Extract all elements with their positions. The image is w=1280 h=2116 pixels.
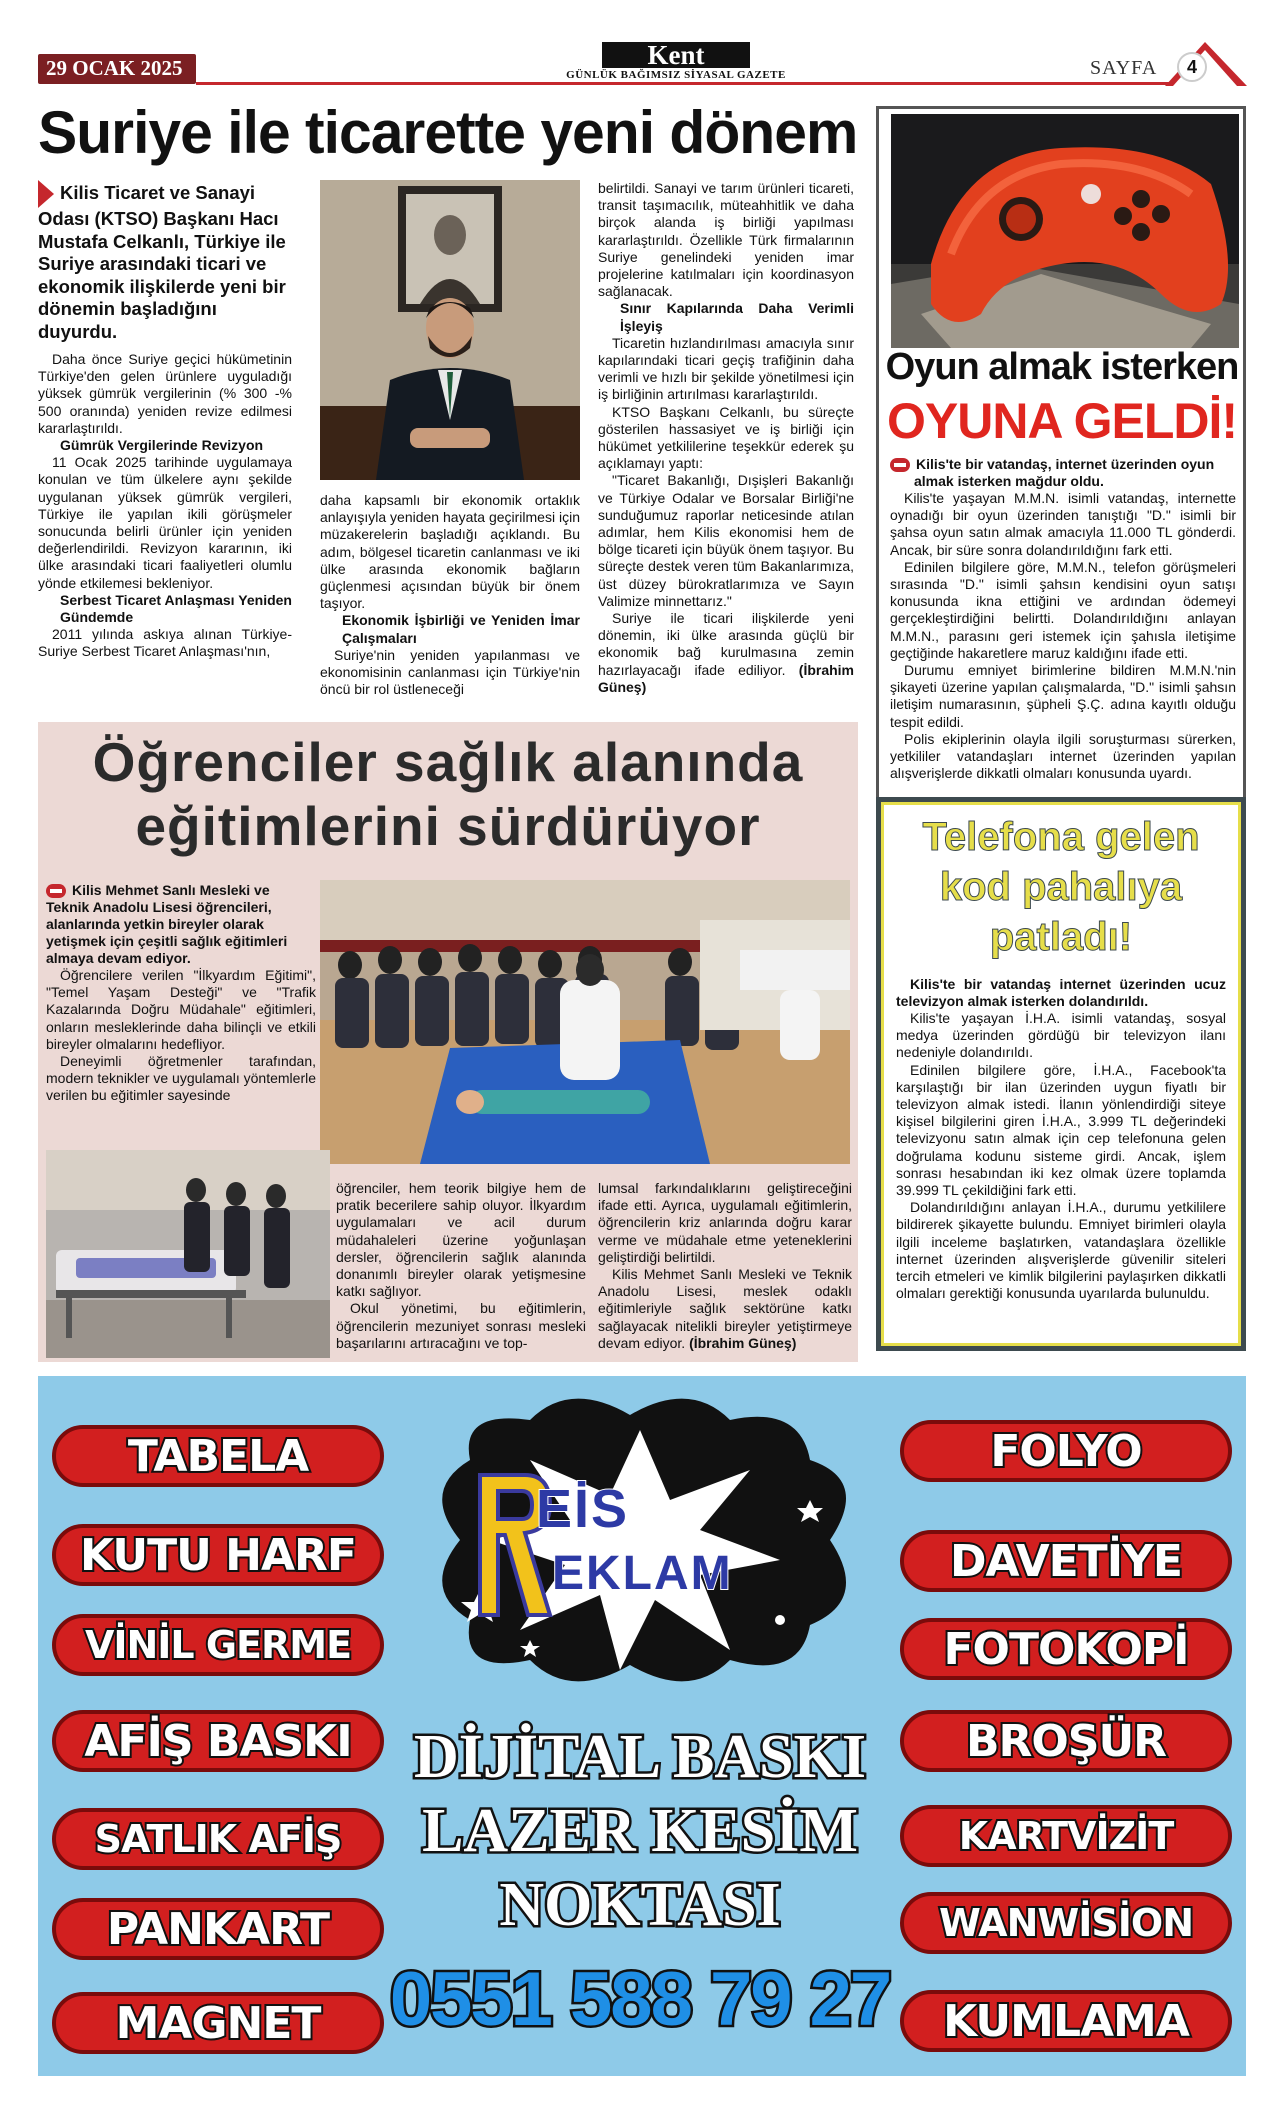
ad-service-label: PANKART bbox=[106, 1903, 330, 1955]
ad-service-label: KARTVİZİT bbox=[958, 1814, 1174, 1858]
game-controller-photo bbox=[891, 114, 1239, 348]
article1-paragraph: belirtildi. Sanayi ve tarım ürünleri ticareti, transit taşımacılık, müteahhitlik ve daha birçok alanda iş birliği yapılması kararlaştırıldı. Özellikle Türk firmalarının Suriye genelindeki yeniden imar projelerine katılmaları için koordinasyon sağlanacak. bbox=[598, 180, 854, 300]
article1-lead: Kilis Ticaret ve Sanayi Odası (KTSO) Başkanı Hacı Mustafa Celkanlı, Türkiye ile Suriye arasındaki ticari ve ekonomik ilişkilerde yeni bir dönemin başladığını duyurdu. bbox=[38, 181, 286, 342]
ad-service-label: WANWİSİON bbox=[938, 1901, 1194, 1945]
article1-paragraph: 2011 yılında askıya alınan Türkiye-Suriye Serbest Ticaret Anlaşması'nın, bbox=[38, 626, 292, 660]
ad-service-pill bbox=[52, 1992, 384, 2054]
article4-paragraph: Dolandırıldığını anlayan İ.H.A., durumu yetkililere bildirerek şikayette bulundu. Emniyet birimleri olayla ilgili inceleme başlatırken, vatandaşlara özellikle internet üzerinden alışverişlerde güvenilir siteleri tercih etmeleri ve kimlik bilgilerini paylaşırken dikkatli olmaları gerektiği konusunda uyarılarda bulunuldu. bbox=[896, 1199, 1226, 1302]
ad-service-pill bbox=[52, 1710, 384, 1772]
ad-service-label: VİNİL GERME bbox=[84, 1623, 352, 1667]
article1-paragraph: Suriye ile ticari ilişkilerde yeni dönemin, iki ülke arasında güçlü bir ekonomik bağ kurulmasına zemin hazırlayacağı ifade ediliyor. bbox=[598, 610, 854, 678]
article1-paragraph: daha kapsamlı bir ekonomik ortaklık anlayışıyla yeniden hayata geçirilmesi için müzakerelerin başladığı açıklandı. Bu adım, bölgesel ticaretin canlanması ve iki ülke arasında ekonomik bağların güçlenmesi açısından büyük bir önem taşıyor. bbox=[320, 492, 580, 612]
article2-paragraph: Deneyimli öğretmenler tarafından, modern teknikler ve uygulamalı yöntemlerle verilen bu eğitimler sayesinde bbox=[46, 1053, 317, 1104]
ad-service-pill bbox=[900, 1420, 1232, 1482]
ad-service-label: MAGNET bbox=[115, 1997, 321, 2049]
ad-service-label: KUMLAMA bbox=[943, 1995, 1189, 2047]
ad-service-label: KUTU HARF bbox=[80, 1529, 356, 1581]
article3-text bbox=[890, 456, 1236, 782]
ad-center-line1: DİJİTAL BASKI bbox=[414, 1723, 866, 1791]
article4-headline-line2: kod pahalıya bbox=[939, 865, 1183, 909]
article1-headline: Suriye ile ticarette yeni dönem bbox=[38, 99, 858, 166]
article1-subhead: Ekonomik İşbirliği ve Yeniden İmar Çalışmaları bbox=[342, 612, 580, 646]
article3-headline-line1: Oyun almak isterken bbox=[885, 346, 1239, 388]
ad-service-pill bbox=[900, 1530, 1232, 1592]
hospital-bed-training-photo bbox=[46, 1150, 330, 1358]
ad-service-pill bbox=[900, 1805, 1232, 1867]
article1-paragraph: 11 Ocak 2025 tarihinde uygulamaya konulan ve tüm ülkelere aynı şekilde uygulanan yüksek gümrük vergileri, Türkiye ile yapılan ikili görüşmeler sonucunda belirli ürünler için yeniden değerlendirildi. Revizyon kararının, iki ülke arasındaki ticari faaliyetleri olumlu yönde etkilemesi bekleniyor. bbox=[38, 454, 292, 591]
article4-headline-line1: Telefona gelen bbox=[922, 815, 1200, 859]
ad-service-pill bbox=[900, 1710, 1232, 1772]
newspaper-logo: Kent bbox=[602, 42, 750, 68]
article2-headline-line2: eğitimlerini sürdürüyor bbox=[135, 795, 761, 857]
lead-arrow-icon bbox=[890, 458, 910, 472]
article2-paragraph: Kilis Mehmet Sanlı Mesleki ve Teknik Anadolu Lisesi, meslek odaklı eğitimleriyle sağlık sektörüne katkı sağlayacak nitelikli bireyler yetiştirmeye devam ediyor. bbox=[598, 1266, 852, 1351]
article1-col3 bbox=[598, 180, 854, 696]
article1-col2 bbox=[320, 492, 580, 698]
ad-service-label: DAVETİYE bbox=[949, 1535, 1182, 1587]
ad-service-label: BROŞÜR bbox=[965, 1715, 1167, 1767]
article2-headline-line1: Öğrenciler sağlık alanında bbox=[92, 731, 804, 793]
article1-paragraph: "Ticaret Bakanlığı, Dışişleri Bakanlığı ve Türkiye Odalar ve Borsalar Birliği'ne sunduğumuz raporlar neticesinde atılan adımlar, hem Kilis ekonomisi hem de bölge ticareti için büyük önem taşıyor. Bu süreçte destek veren tüm Bakanlarımıza, üst düzey bürokratlarımıza ve Sayın Valimize minnettarız." bbox=[598, 472, 854, 609]
logo-text-line2: EKLAM bbox=[552, 1547, 733, 1600]
article1-paragraph: Suriye'nin yeniden yapılanması ve ekonomisinin canlanması için Türkiye'nin öncü bir rol üstleneceği bbox=[320, 646, 580, 698]
ad-service-label: SATLIK AFİŞ bbox=[94, 1817, 342, 1861]
article2-paragraph: Okul yönetimi, bu eğitimlerin, öğrencilerin mezuniyet sonrası mesleki başarılarını artıracağını ve top- bbox=[336, 1300, 586, 1351]
ad-service-label: TABELA bbox=[127, 1430, 309, 1482]
ad-service-pill bbox=[900, 1892, 1232, 1954]
ad-service-pill bbox=[52, 1808, 384, 1870]
article3-paragraph: Edinilen bilgilere göre, M.M.N., telefon görüşmeleri sırasında "D." isimli şahsın kendisini oyun satışı konusunda ikna ettiğini ve ardından ödemeyi gerçekleştirdiğini belirtti. Dolandırıldığını anlayan M.M.N., parasını geri istemek için şahısla iletişime geçtiğinde hakaretlere maruz kaldığını ifade etti. bbox=[890, 558, 1236, 661]
page-label: SAYFA bbox=[1090, 57, 1158, 79]
logo-text-line1: EİS bbox=[536, 1479, 630, 1539]
ad-center-line2: LAZER KESİM bbox=[422, 1797, 858, 1865]
ad-service-pill bbox=[900, 1618, 1232, 1680]
article1-col1 bbox=[38, 180, 292, 661]
ad-service-pill bbox=[52, 1614, 384, 1676]
ad-service-pill bbox=[52, 1425, 384, 1487]
article1-paragraph: Daha önce Suriye geçici hükümetinin Türkiye'den gelen ürünlere uyguladığı yüksek gümrük vergilerinin (% 300 -% 500 oranında) yeniden revize edilmesi kararlaştırıldı. bbox=[38, 351, 292, 436]
article3-paragraph: Kilis'te yaşayan M.M.N. isimli vatandaş, internette oynadığı bir oyun üzerinden tanıştığı "D." isimli bir şahsa oyun satın almak amacıyla 11.000 TL gönderdi. Ancak, bir süre sonra dolandırıldığını fark etti. bbox=[890, 490, 1236, 558]
ad-service-pill bbox=[52, 1898, 384, 1960]
article2-paragraph: Öğrencilere verilen "İlkyardım Eğitimi", "Temel Yaşam Desteği" ve "Trafik Kazalarında Doğru Müdahale" eğitimleri, onların mesleklerinde daha bilinçli ve etkili bireyler olmalarını hedefliyor. bbox=[46, 967, 316, 1052]
ad-service-pill bbox=[52, 1524, 384, 1586]
article1-subhead: Sınır Kapılarında Daha Verimli İşleyiş bbox=[620, 300, 854, 334]
article2-col2 bbox=[336, 1180, 586, 1352]
article2-col1 bbox=[46, 882, 316, 1105]
article4-paragraph: Kilis'te yaşayan İ.H.A. isimli vatandaş, sosyal medya üzerinden gördüğü bir televizyon ilanı nedeniyle dolandırıldı. bbox=[896, 1010, 1226, 1061]
article1-subhead: Serbest Ticaret Anlaşması Yeniden Gündemde bbox=[60, 591, 292, 626]
ad-service-label: FOLYO bbox=[990, 1425, 1142, 1477]
article3-paragraph: Durumu emniyet birimlerine bildiren M.M.N.'nin şikayeti üzerine yapılan çalışmalarda, "D." isimli şahsın iletişim numarasının, şüpheli Ş.Ç. adına kayıtlı olduğu tespit edildi. bbox=[890, 662, 1236, 730]
newspaper-subtitle: GÜNLÜK BAĞIMSIZ SİYASAL GAZETE bbox=[566, 69, 786, 81]
article3-headline-line2: OYUNA GELDİ! bbox=[886, 393, 1238, 449]
cpr-training-photo bbox=[320, 880, 850, 1164]
ad-phone-number: 0551 588 79 27 bbox=[389, 1957, 891, 2042]
article1-paragraph: Ticaretin hızlandırılması amacıyla sınır kapılarındaki ticari geçiş trafiğinin daha verimli ve hızlı bir şekilde yönetilmesi için iş birliğinin artırılması kararlaştırıldı. bbox=[598, 334, 854, 403]
article1-subhead: Gümrük Vergilerinde Revizyon bbox=[60, 437, 264, 454]
article4-text bbox=[896, 976, 1226, 1302]
article3-paragraph: Polis ekiplerinin olayla ilgili soruşturması sürerken, yetkililer vatandaşları internet üzerinden yapılan alışverişlerde dikkatli olmaları konusunda uyardı. bbox=[890, 730, 1236, 782]
article3-lead: Kilis'te bir vatandaş, internet üzerinden oyun almak isterken mağdur oldu. bbox=[914, 456, 1215, 489]
article2-paragraph: öğrenciler, hem teorik bilgiye hem de pratik becerilere sahip oluyor. İlkyardım uygulamaları ve acil durum müdahaleleri üzerine yoğunlaşan dersler, öğrencilerin sağlık alanında donanımlı bireyler olarak yetişmesine katkı sağlıyor. bbox=[336, 1180, 586, 1300]
article4-headline-line3: patladı! bbox=[989, 915, 1133, 959]
ad-center-line3: NOKTASI bbox=[499, 1871, 781, 1939]
ktso-president-photo bbox=[320, 180, 580, 480]
article4-lead: Kilis'te bir vatandaş internet üzerinden ucuz televizyon almak isterken dolandırıldı. bbox=[896, 976, 1226, 1009]
ad-service-label: AFİŞ BASKI bbox=[84, 1715, 352, 1767]
lead-triangle-icon bbox=[38, 180, 54, 208]
article2-paragraph: lumsal farkındalıklarını geliştireceğini ifade etti. Ayrıca, uygulamalı eğitimlerin, öğrencilerin kriz anlarında doğru karar verme ve müdahale etme yeteneklerini geliştirdiği belirtildi. bbox=[598, 1180, 852, 1265]
article2-lead: Kilis Mehmet Sanlı Mesleki ve Teknik Anadolu Lisesi öğrencileri, alanlarında yetkin bireyler olarak yetişmek için çeşitli sağlık eğitimleri almaya devam ediyor. bbox=[46, 882, 288, 966]
issue-date: 29 OCAK 2025 bbox=[38, 54, 196, 84]
article2-col3 bbox=[598, 1180, 852, 1352]
ad-service-pill bbox=[900, 1990, 1232, 2052]
article2-byline: (İbrahim Güneş) bbox=[689, 1334, 797, 1351]
page-number: 4 bbox=[1177, 52, 1207, 82]
lead-arrow-icon bbox=[46, 884, 66, 898]
article1-paragraph: KTSO Başkanı Celkanlı, bu süreçte gösterilen hassasiyet ve iş birliği için hükümet yetkililerine teşekkür ederek şu açıklamayı yaptı: bbox=[598, 403, 854, 472]
ad-service-label: FOTOKOPİ bbox=[943, 1623, 1189, 1675]
article1-byline: (İbrahim Güneş) bbox=[598, 661, 855, 695]
article4-paragraph: Edinilen bilgilere göre, İ.H.A., Facebook'ta karşılaştığı bir ilan üzerinden uygun fiyatlı bir televizyon almak istedi. İlanın yönlendirdiği siteye kişisel bilgilerini giren İ.H.A., 3.999 TL değerindeki televizyonu satın almak için cep telefonuna gelen doğrulama kodunu sisteme girdi. Ancak, işlem sonrası hesabından iki kez olmak üzere toplamda 39.999 TL çekildiğini fark etti. bbox=[896, 1061, 1226, 1199]
